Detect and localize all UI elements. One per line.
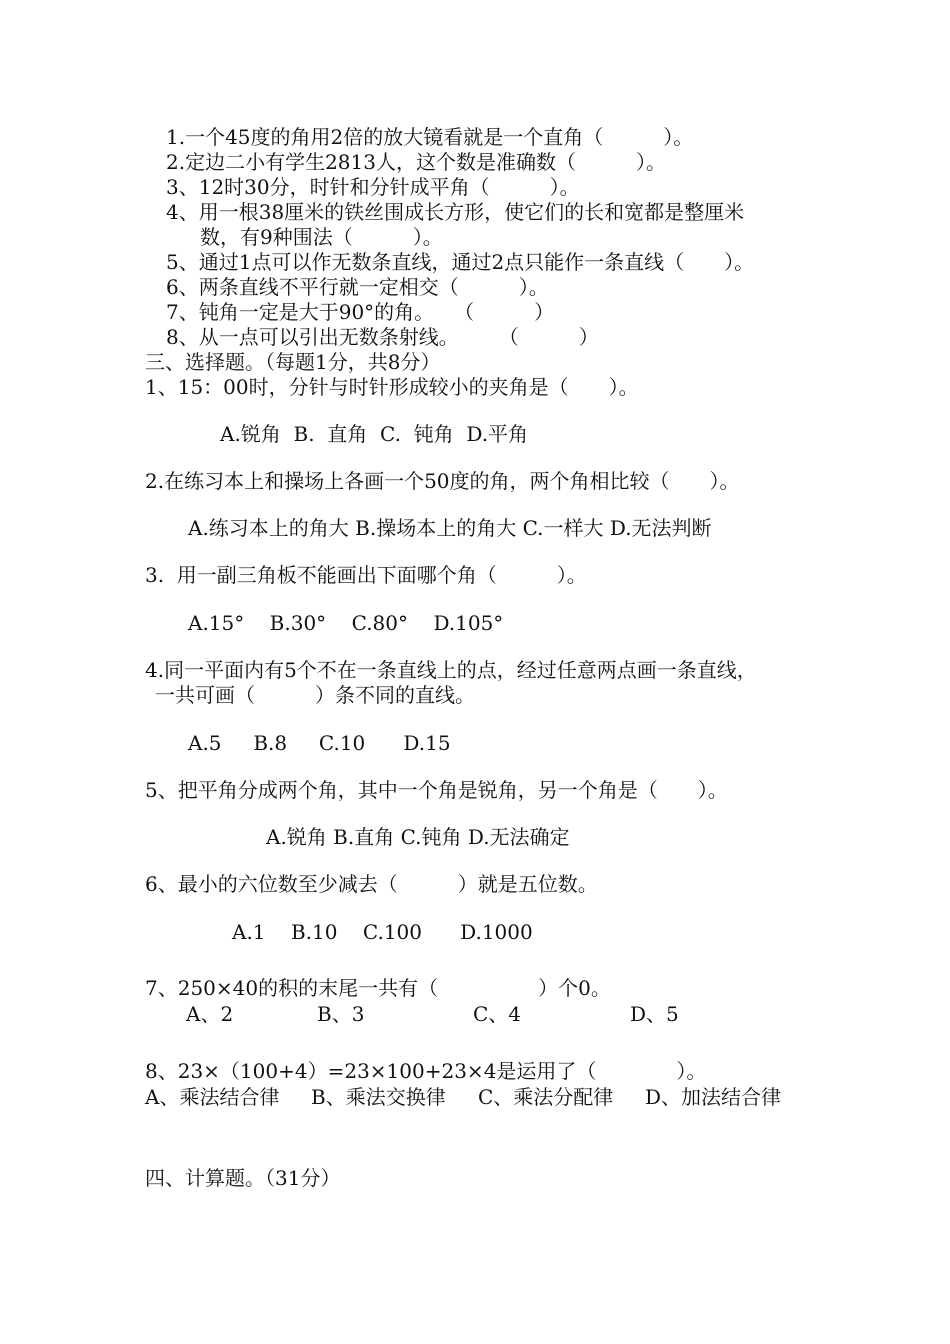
q6-stem: 6、最小的六位数至少减去（ ）就是五位数。	[145, 872, 598, 896]
q1-stem: 1、15：00时，分针与时针形成较小的夹角是（ ）。	[145, 375, 639, 399]
judge-item-1: 1.一个45度的角用2倍的放大镜看就是一个直角（ ）。	[166, 125, 694, 149]
q7-stem: 7、250×40的积的末尾一共有（ ）个0。	[145, 976, 611, 1000]
q4-stem: 4.同一平面内有5个不在一条直线上的点，经过任意两点画一条直线，	[145, 658, 757, 682]
q3-stem: 3. 用一副三角板不能画出下面哪个角（ ）。	[145, 563, 587, 587]
q4-stem-cont: 一共可画（ ）条不同的直线。	[155, 683, 475, 707]
q6-options: A.1 B.10 C.100 D.1000	[232, 920, 533, 944]
judge-item-7: 7、钝角一定是大于90°的角。 （ ）	[166, 300, 555, 324]
judge-item-5: 5、通过1点可以作无数条直线，通过2点只能作一条直线（ ）。	[166, 250, 755, 274]
q2-stem: 2.在练习本上和操场上各画一个50度的角，两个角相比较（ ）。	[145, 469, 740, 493]
q7-option-c: C、4	[473, 1002, 522, 1026]
q2-options: A.练习本上的角大 B.操场本上的角大 C.一样大 D.无法判断	[188, 516, 712, 540]
section-4-title: 四、计算题。（31分）	[145, 1166, 341, 1190]
q7-option-d: D、5	[630, 1002, 679, 1026]
judge-item-2: 2.定边二小有学生2813人，这个数是准确数（ ）。	[166, 150, 666, 174]
q1-options: A.锐角 B. 直角 C. 钝角 D.平角	[220, 422, 529, 446]
q8-stem: 8、23×（100+4）=23×100+23×4是运用了（ ）。	[145, 1059, 707, 1083]
judge-item-6: 6、两条直线不平行就一定相交（ ）。	[166, 275, 549, 299]
q8-option-a: A、乘法结合律	[145, 1085, 280, 1109]
q7-option-b: B、3	[317, 1002, 365, 1026]
q5-stem: 5、把平角分成两个角，其中一个角是锐角，另一个角是（ ）。	[145, 778, 728, 802]
q4-options: A.5 B.8 C.10 D.15	[188, 731, 451, 755]
judge-item-3: 3、12时30分，时针和分针成平角（ ）。	[166, 175, 580, 199]
judge-item-4: 4、用一根38厘米的铁丝围成长方形，使它们的长和宽都是整厘米	[166, 200, 745, 224]
judge-item-4-cont: 数，有9种围法（ ）。	[200, 225, 443, 249]
q8-option-d: D、加法结合律	[645, 1085, 782, 1109]
judge-item-8: 8、从一点可以引出无数条射线。 （ ）	[166, 325, 599, 349]
q3-options: A.15° B.30° C.80° D.105°	[188, 611, 504, 635]
section-3-title: 三、选择题。（每题1分，共8分）	[145, 350, 441, 374]
q8-option-c: C、乘法分配律	[478, 1085, 614, 1109]
q7-option-a: A、2	[186, 1002, 234, 1026]
q5-options: A.锐角 B.直角 C.钝角 D.无法确定	[266, 825, 570, 849]
q8-option-b: B、乘法交换律	[311, 1085, 446, 1109]
